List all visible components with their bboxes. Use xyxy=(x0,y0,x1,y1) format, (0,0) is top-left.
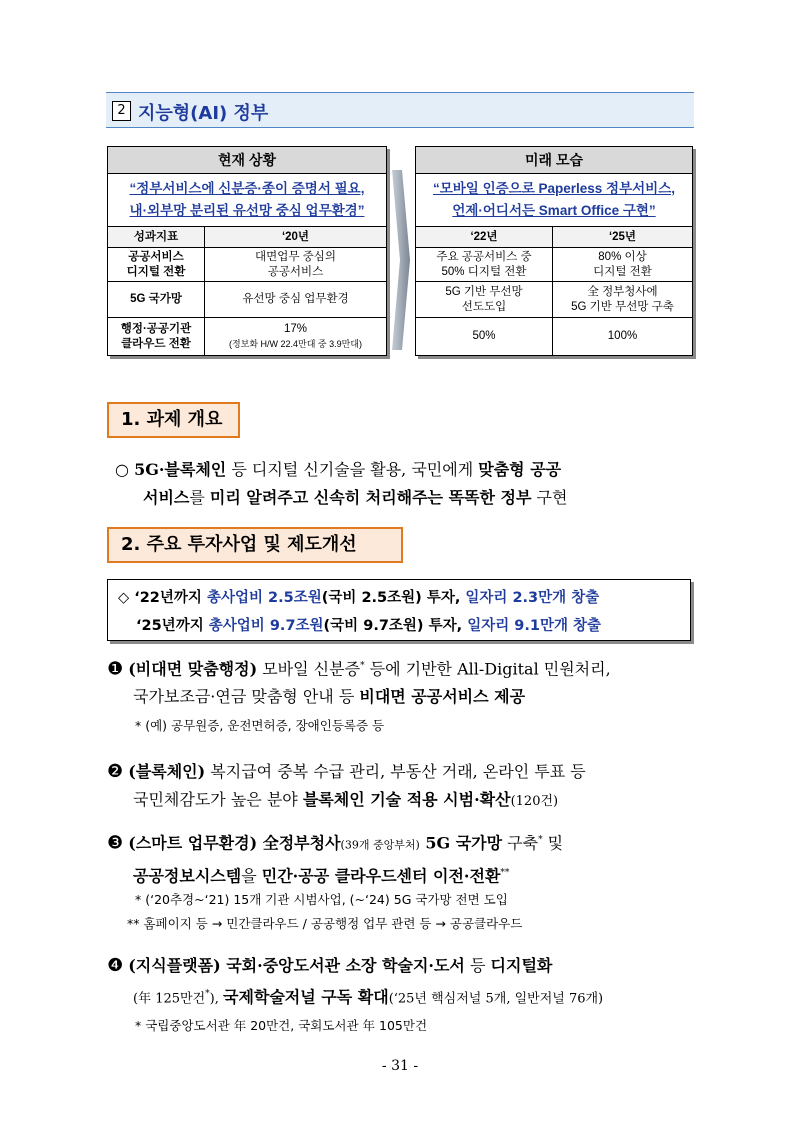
future-quote-line2: 언제·어디서든 Smart Office 구현” xyxy=(452,203,656,218)
overview-bullet: ○ xyxy=(115,460,129,479)
item-smart-office xyxy=(107,826,707,891)
item1-line2: 국가보조금·연금 맞춤형 안내 등 xyxy=(133,687,360,707)
current-quote xyxy=(108,174,387,227)
item3-and: 및 xyxy=(542,833,564,853)
item1-text2: 등에 기반한 All-Digital 민원처리, xyxy=(364,659,611,679)
item4-journals: 국제학술저널 구독 확대 xyxy=(222,987,389,1007)
section-header xyxy=(106,92,694,128)
item3-particle: 을 xyxy=(241,866,262,886)
cell-2025-cloud: 100% xyxy=(553,318,693,356)
item3-note1: * (‘20추경~‘21) 15개 기관 시범사업, (~‘24) 5G 국가망 전면 도입 xyxy=(135,892,508,907)
item1-tag: (비대면 맞춤행정) xyxy=(128,659,258,679)
item3-5g: 5G 국가망 xyxy=(419,833,503,853)
item2-count: (120건) xyxy=(510,794,559,809)
year-2025-header: ‘25년 xyxy=(553,227,693,248)
page-number: - 31 - xyxy=(381,1058,419,1074)
overview-highlight: 맞춤형 공공 xyxy=(478,460,562,479)
year-2020-header: ‘20년 xyxy=(205,227,387,248)
inv-2022-budget: (국비 2.5조원) 투자, xyxy=(321,590,466,606)
item4-journal-count: (‘25년 핵심저널 5개, 일반저널 76개) xyxy=(388,991,604,1007)
overview-heading: 1. 과제 개요 xyxy=(107,402,240,438)
item3-footnote-mark: * xyxy=(538,835,543,845)
section-title: 지능형(AI) 정부 xyxy=(138,103,269,124)
item3-footnote-mark2: ** xyxy=(500,868,510,879)
future-vision-table xyxy=(415,146,693,356)
item4-library: 국회·중앙도서관 소장 학술지·도서 xyxy=(220,956,465,975)
item-contactless xyxy=(107,652,707,711)
kpi-digital-transition: 공공서비스 디지털 전환 xyxy=(108,248,205,282)
investment-line-2025 xyxy=(136,614,601,635)
overview-tech: 5G·블록체인 xyxy=(134,460,227,479)
inv-2022-total: 총사업비 2.5조원 xyxy=(206,590,322,606)
cell-2022-5g: 5G 기반 무선망 선도도입 xyxy=(416,282,553,318)
cell-2025-digital: 80% 이상 디지털 전환 xyxy=(553,248,693,282)
investment-line-2022 xyxy=(118,586,599,607)
item3-number: ❸ xyxy=(107,832,124,854)
item2-text: 복지급여 중복 수급 관리, 부동산 거래, 온라인 투표 등 xyxy=(205,762,586,781)
item3-ministries: (39개 중앙부처) xyxy=(340,838,420,852)
item2-highlight: 블록체인 기술 적용 시범·확산 xyxy=(302,790,511,809)
item3-systems: 공공정보시스템 xyxy=(133,866,242,886)
investment-heading: 2. 주요 투자사업 및 제도개선 xyxy=(107,527,403,563)
item-knowledge-platform xyxy=(107,952,707,1013)
future-header: 미래 모습 xyxy=(416,147,693,174)
cell-2020-cloud xyxy=(205,318,387,356)
inv-2025-jobs: 일자리 9.1만개 창출 xyxy=(467,618,602,634)
transition-arrow-icon xyxy=(390,160,412,360)
overview-paragraph xyxy=(115,456,705,512)
cell-2022-digital: 주요 공공서비스 중 50% 디지털 전환 xyxy=(416,248,553,282)
current-quote-line1: “정부서비스에 신분증·종이 증명서 필요, xyxy=(129,181,365,196)
inv-2025-budget: (국비 9.7조원) 투자, xyxy=(323,618,468,634)
item4-annual: (年 125만건 xyxy=(133,991,206,1007)
future-quote xyxy=(416,174,693,227)
item4-number: ❹ xyxy=(107,955,124,976)
cell-2022-cloud: 50% xyxy=(416,318,553,356)
investment-summary-box xyxy=(107,579,691,641)
future-quote-line1: “모바일 인증으로 Paperless 정부서비스, xyxy=(432,181,676,196)
current-status-table xyxy=(107,146,387,356)
item1-footnote-mark: * xyxy=(360,661,365,671)
item4-etc: 등 xyxy=(464,956,491,975)
cell-2020-cloud-note: (정보화 H/W 22.4만대 중 3.9만대) xyxy=(228,338,363,349)
item1-note: * (예) 공무원증, 운전면허증, 장애인등록증 등 xyxy=(135,718,385,733)
section-number: 2 xyxy=(112,101,131,121)
item4-footnote-mark: * xyxy=(205,989,210,999)
cell-2020-digital: 대면업무 중심의 공공서비스 xyxy=(205,248,387,282)
item3-govt-complex: 全정부청사 xyxy=(257,833,341,853)
overview-service: 서비스 xyxy=(143,488,190,507)
cell-2020-5g: 유선망 중심 업무환경 xyxy=(205,282,387,318)
item3-note2: ** 홈페이지 등 → 민간클라우드 / 공공행정 업무 관련 등 → 공공클라우드 xyxy=(127,916,523,931)
item3-cloud: 민간·공공 클라우드센터 이전·전환 xyxy=(261,866,501,886)
item1-highlight: 비대면 공공서비스 제공 xyxy=(359,687,526,707)
item2-line2: 국민체감도가 높은 분야 xyxy=(133,790,303,809)
inv-2022-jobs: 일자리 2.3만개 창출 xyxy=(465,590,600,606)
item3-build: 구축 xyxy=(502,833,539,853)
item-blockchain xyxy=(107,758,707,816)
overview-text3: 구현 xyxy=(531,488,568,507)
item4-note: * 국립중앙도서관 年 20만건, 국회도서관 年 105만건 xyxy=(135,1018,428,1033)
inv-2025-prefix: ‘25년까지 xyxy=(136,618,209,634)
overview-smart-gov: 미리 알려주고 신속히 처리해주는 똑똑한 정부 xyxy=(209,488,532,507)
item3-tag: (스마트 업무환경) xyxy=(128,833,258,853)
inv-2025-total: 총사업비 9.7조원 xyxy=(208,618,324,634)
item1-text: 모바일 신분증 xyxy=(257,659,361,679)
current-quote-line2: 내·외부망 분리된 유선망 중심 업무환경” xyxy=(129,203,365,218)
item2-tag: (블록체인) xyxy=(128,762,206,781)
item4-digitize: 디지털화 xyxy=(490,956,553,975)
kpi-column-header: 성과지표 xyxy=(108,227,205,248)
cell-2025-5g: 全 정부청사에 5G 기반 무선망 구축 xyxy=(553,282,693,318)
overview-text: 등 디지털 신기술을 활용, 국민에게 xyxy=(226,460,479,479)
overview-text2: 를 xyxy=(189,488,210,507)
cell-2020-cloud-value: 17% xyxy=(283,322,308,335)
item2-number: ❷ xyxy=(107,761,124,782)
item4-close: ), xyxy=(209,991,223,1007)
year-2022-header: ‘22년 xyxy=(416,227,553,248)
kpi-5g-network: 5G 국가망 xyxy=(108,282,205,318)
current-header: 현재 상황 xyxy=(108,147,387,174)
inv-2022-prefix: ◇ ‘22년까지 xyxy=(118,590,207,606)
item4-tag: (지식플랫폼) xyxy=(128,956,221,975)
kpi-cloud-transition: 행정·공공기관 클라우드 전환 xyxy=(108,318,205,356)
item1-number: ❶ xyxy=(107,658,124,680)
